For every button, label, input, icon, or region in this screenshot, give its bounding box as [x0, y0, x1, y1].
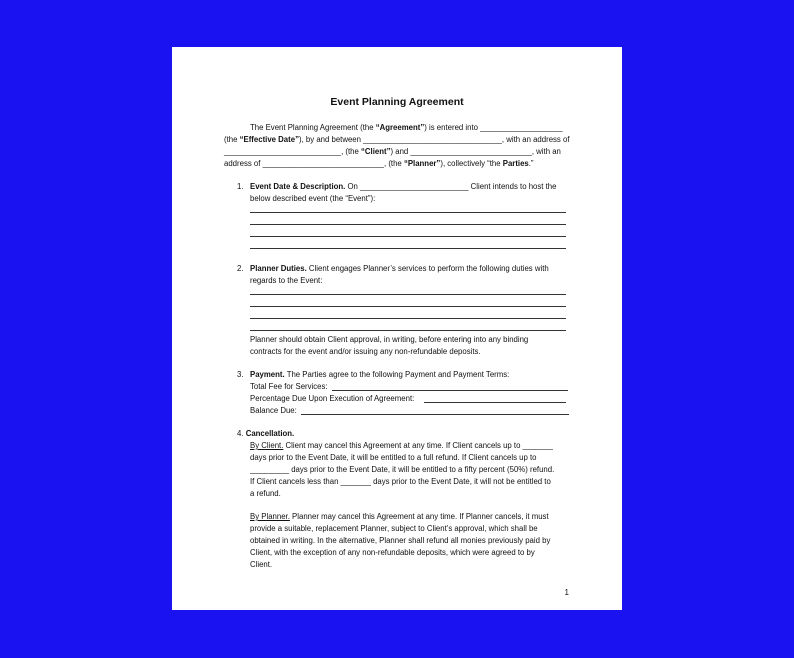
- blank-line: [250, 306, 566, 307]
- intro-line-4: address of ____________________________, (the “Planner”), collectively “the Parties.”: [224, 159, 534, 168]
- client-cancel-line-1: By Client. Client may cancel this Agreement at any time. If Client cancels up to _______: [250, 441, 553, 450]
- planner-cancel-line-3: obtained in writing. In the alternative, Planner shall refund all monies previously paid by: [250, 536, 551, 545]
- section-3-number: 3.: [237, 370, 244, 379]
- blank-line: [250, 224, 566, 225]
- planner-cancel-line-5: Client.: [250, 560, 273, 569]
- blank-line: [250, 330, 566, 331]
- document-title: Event Planning Agreement: [330, 96, 464, 108]
- intro-line-3: ___________________________, (the “Client”) and ____________________________, with an: [224, 147, 561, 156]
- fee-label: Total Fee for Services:: [250, 382, 328, 391]
- planner-cancel-line-1: By Planner. Planner may cancel this Agreement at any time. If Planner cancels, it must: [250, 512, 549, 521]
- percentage-label: Percentage Due Upon Execution of Agreement:: [250, 394, 415, 403]
- planner-cancel-line-4: Client, with the exception of any non-refundable deposits, which were agreed to by: [250, 548, 535, 557]
- section-1-line-2: below described event (the “Event”):: [250, 194, 376, 203]
- section-3-line-1: Payment. The Parties agree to the following Payment and Payment Terms:: [250, 370, 510, 379]
- section-2-line-1: Planner Duties. Client engages Planner’s services to perform the following duties with: [250, 264, 549, 273]
- client-cancel-line-4: If Client cancels less than _______ days prior to the Event Date, it will not be entitled to: [250, 477, 551, 486]
- percentage-blank: [424, 402, 566, 403]
- section-1-number: 1.: [237, 182, 244, 191]
- blank-line: [250, 236, 566, 237]
- client-cancel-line-5: a refund.: [250, 489, 281, 498]
- document-page: [172, 47, 622, 610]
- section-4-heading: 4. Cancellation.: [237, 429, 295, 438]
- client-cancel-line-3: _________ days prior to the Event Date, it will be entitled to a fifty percent (50%) refund.: [250, 465, 555, 474]
- balance-blank: [301, 414, 569, 415]
- blank-line: [250, 318, 566, 319]
- blank-line: [250, 212, 566, 213]
- section-1-line-1: Event Date & Description. On _________________________ Client intends to host the: [250, 182, 557, 191]
- blank-line: [250, 294, 566, 295]
- section-2-note-2: contracts for the event and/or issuing any non-refundable deposits.: [250, 347, 481, 356]
- client-cancel-line-2: days prior to the Event Date, it will be entitled to a full refund. If Client cancels up to: [250, 453, 537, 462]
- balance-label: Balance Due:: [250, 406, 297, 415]
- page-number: 1: [564, 588, 569, 597]
- intro-line-2: (the “Effective Date”), by and between ________________________________, with an address of: [224, 135, 570, 144]
- section-2-line-2: regards to the Event:: [250, 276, 323, 285]
- blank-line: [250, 248, 566, 249]
- fee-blank: [332, 390, 568, 391]
- section-2-number: 2.: [237, 264, 244, 273]
- intro-line-1: The Event Planning Agreement (the “Agreement”) is entered into ___________________: [250, 123, 563, 132]
- planner-cancel-line-2: provide a suitable, replacement Planner, subject to Client’s approval, which shall be: [250, 524, 538, 533]
- section-2-note-1: Planner should obtain Client approval, in writing, before entering into any binding: [250, 335, 529, 344]
